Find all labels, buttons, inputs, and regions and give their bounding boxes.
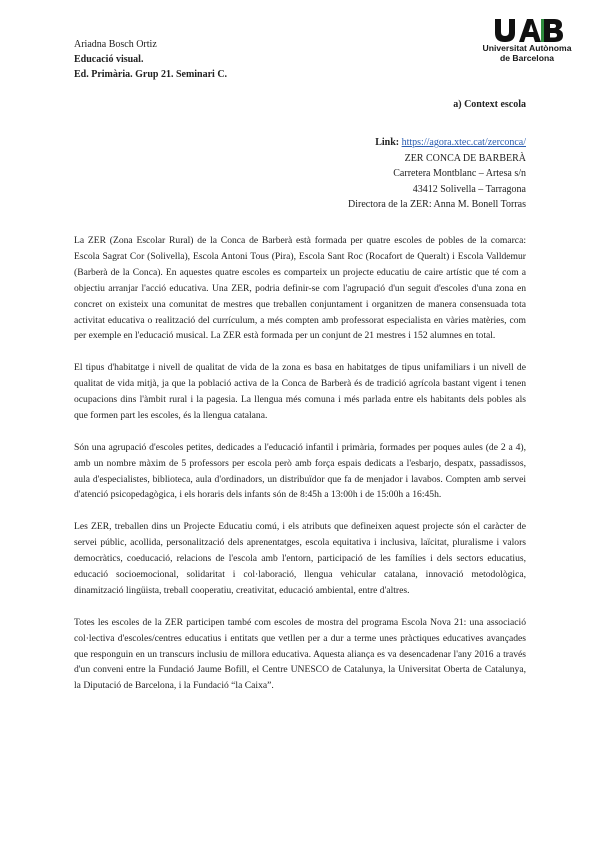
uab-logo <box>475 17 575 63</box>
university-name-line1: Universitat Autònoma <box>482 43 572 53</box>
zer-director: Directora de la ZER: Anna M. Bonell Torras <box>348 199 526 210</box>
subject-line: Educació visual. <box>74 54 144 65</box>
body-text <box>74 233 526 710</box>
paragraph: El tipus d'habitatge i nivell de qualitat de vida de la zona es basa en habitatges de tipus unifamiliars i un nivell de qualitat de vida mitjà, ja que la població activa de la Conca de Barberà és de tradició agrícola bastant vigent i tenen ocupacions dins l'àmbit rural i la pagesia. La llengua més comuna i més parlada entre els habitants dels pobles als que formen part les escoles, és la llengua catalana. <box>74 362 526 421</box>
university-name-line2: de Barcelona <box>500 53 554 63</box>
contact-block <box>348 135 526 213</box>
university-name <box>477 43 577 63</box>
paragraph: Les ZER, treballen dins un Projecte Educatiu comú, i els atributs que defineixen aquest projecte són el caràcter de servei públic, acollida, personalització dels aprenentatges, escola equitativa i inclusiva, laïcitat, pluralisme i valors democràtics, coeducació, relacions de l'escola amb l'entorn, participació de les famílies i dels sectors educatius, educació socioemocional, solidaritat i col·laboració, llengua vehicular catalana, innovació metodològica, dinamització lingüista, treball cooperatiu, creativitat, educació ambiental, entre d'altres. <box>74 521 526 596</box>
author-name: Ariadna Bosch Ortiz <box>74 39 157 50</box>
section-title: a) Context escola <box>453 99 526 110</box>
paragraph: Totes les escoles de la ZER participen també com escoles de mostra del programa Escola Nova 21: una associació col·lectiva d'escoles/centres educatius i entitats que vetllen per a dur a terme unes pràctiques educatives avançades que responguin en un transcurs inclusiu de millora educativa. Aquesta aliança es va desencadenar l'any 2016 a través d'un conveni entre la Fundació Jaume Bofill, el Centre UNESCO de Catalunya, la Universitat Oberta de Catalunya, la Diputació de Barcelona, i la Fundació “la Caixa”. <box>74 616 526 692</box>
paragraph: La ZER (Zona Escolar Rural) de la Conca de Barberà està formada per quatre escoles de pobles de la comarca: Escola Sagrat Cor (Solivella), Escola Antoni Tous (Pira), Escola Sant Roc (Rocafort de Queralt) i Escola Valldemur (Barberà de la Conca). En aquestes quatre escoles es comparteix un projecte educatiu de caire artístic que té com a objectiu arranjar l'acció educativa. Una ZER, podria definir-se com l'agrupació d'un seguit d'escoles d'una zona en concret on existeix una comunitat de mestres que treballen conjuntament i organitzen de manera consensuada tota activitat educativa o realització del currículum, a més compten amb professorat especialista en vàries matèries, com per exemple en l'educació musical. La ZER està formada per un conjunt de 21 mestres i 152 alumnes en total. <box>74 235 526 342</box>
zer-city: 43412 Solivella – Tarragona <box>412 183 526 195</box>
link-line <box>348 135 526 151</box>
uab-logo-mark <box>475 17 575 43</box>
group-line: Ed. Primària. Grup 21. Seminari C. <box>74 69 228 80</box>
zer-street: Carretera Montblanc – Artesa s/n <box>393 168 526 179</box>
zer-website-link[interactable]: https://agora.xtec.cat/zerconca/ <box>401 137 526 148</box>
author-block <box>74 37 227 82</box>
link-label: Link: <box>375 137 400 148</box>
zer-name: ZER CONCA DE BARBERÀ <box>404 152 526 164</box>
paragraph: Són una agrupació d'escoles petites, dedicades a l'educació infantil i primària, formades per poques aules (de 2 a 4), amb un nombre màxim de 5 professors per escola però amb força espais dedicats a l'esbarjo, despatx, passadissos, aula d'especialistes, biblioteca, aula d'ordinadors, un distribuïdor que fa de menjador i lavabos. Compten amb servei d'atenció psicopedagògica, i els horaris dels infants són de 8:45h a 13:00h i de 15:00h a 16:45h. <box>74 441 526 501</box>
